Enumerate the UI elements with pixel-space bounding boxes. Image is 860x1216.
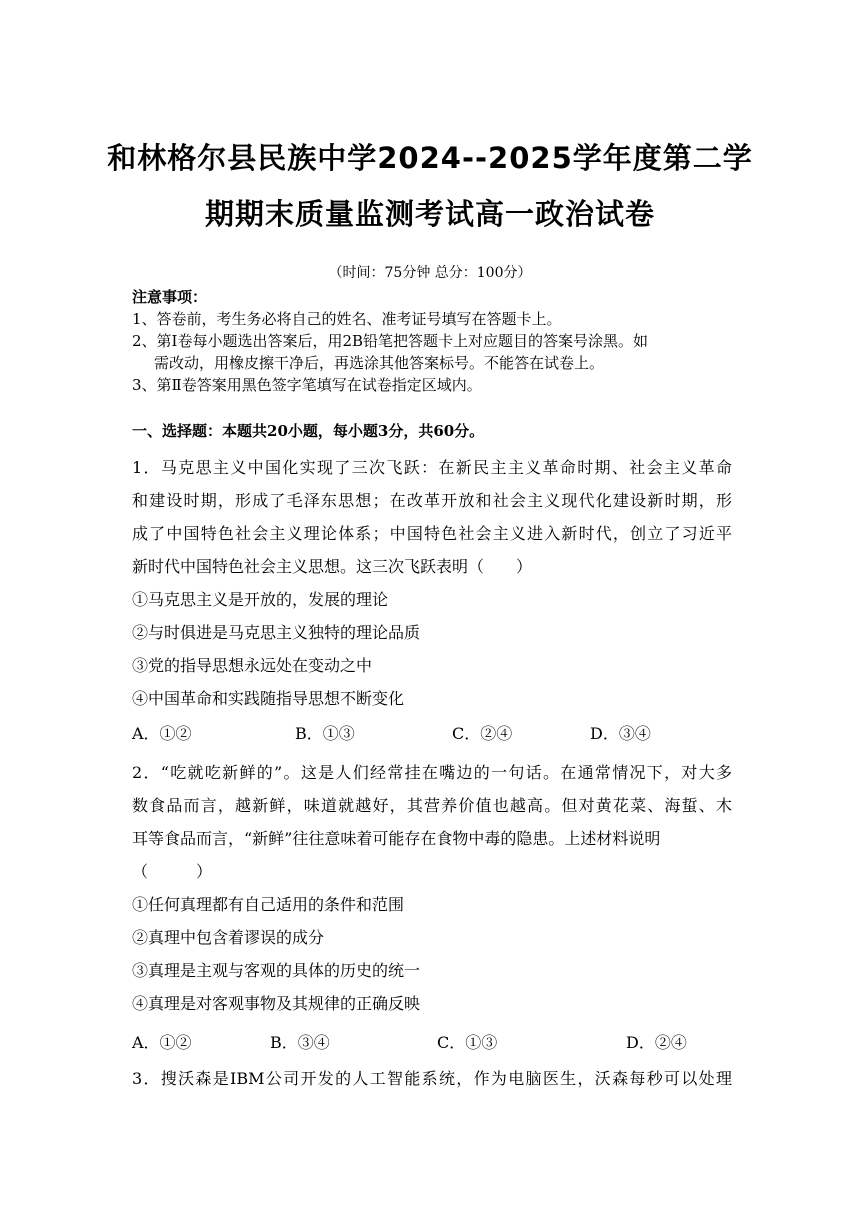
option-d: D．③④ <box>590 724 651 743</box>
question-3 <box>132 1062 732 1095</box>
section-heading: 一、选择题：本题共20小题，每小题3分，共60分。 <box>132 422 485 440</box>
notes-item: 1、答卷前，考生务必将自己的姓名、准考证号填写在答题卡上。 <box>132 310 562 328</box>
question-line: 3．搜沃森是IBM公司开发的人工智能系统，作为电脑医生，沃森每秒可以处理 <box>132 1069 732 1088</box>
option-b: B．①③ <box>295 724 355 743</box>
question-line: 耳等食品而言，“新鲜”往往意味着可能存在食物中毒的隐患。上述材料说明 <box>132 829 661 848</box>
question-line: （ ） <box>132 862 213 881</box>
exam-time-info: （时间：75分钟 总分：100分） <box>328 265 532 281</box>
question-line: 新时代中国特色社会主义思想。这三次飞跃表明（ ） <box>132 557 533 576</box>
notes-item: 2、第Ⅰ卷每小题选出答案后，用2B铅笔把答题卡上对应题目的答案号涂黑。如 <box>132 332 649 350</box>
statement: ④真理是对客观事物及其规律的正确反映 <box>132 994 421 1013</box>
question-line: 数食品而言，越新鲜，味道就越好，其营养价值也越高。但对黄花菜、海蜇、木 <box>132 796 732 815</box>
question-2 <box>132 756 732 1020</box>
statement: ③真理是主观与客观的具体的历史的统一 <box>132 961 421 980</box>
option-a: A．①② <box>132 724 192 743</box>
question-line: 成了中国特色社会主义理论体系；中国特色社会主义进入新时代，创立了习近平 <box>132 524 732 543</box>
option-c: C．①③ <box>437 1033 498 1052</box>
question-line: 1．马克思主义中国化实现了三次飞跃：在新民主主义革命时期、社会主义革命 <box>132 458 732 477</box>
option-a: A．①② <box>132 1033 192 1052</box>
option-c: C．②④ <box>452 724 513 743</box>
notes-heading: 注意事项： <box>132 288 208 306</box>
notes-item: 3、第Ⅱ卷答案用黑色签字笔填写在试卷指定区域内。 <box>132 376 482 394</box>
question-1 <box>132 451 732 715</box>
option-d: D．②④ <box>626 1033 687 1052</box>
exam-title-line1: 和林格尔县民族中学2024--2025学年度第二学 <box>107 141 753 175</box>
question-line: 和建设时期，形成了毛泽东思想；在改革开放和社会主义现代化建设新时期，形 <box>132 491 732 510</box>
question-line: 2．“吃就吃新鲜的”。这是人们经常挂在嘴边的一句话。在通常情况下，对大多 <box>132 763 732 782</box>
q2-options <box>132 1030 732 1052</box>
statement: ②真理中包含着谬误的成分 <box>132 928 325 947</box>
notes-item: 需改动，用橡皮擦干净后，再选涂其他答案标号。不能答在试卷上。 <box>154 354 605 372</box>
notes-block <box>132 286 732 396</box>
q1-options <box>132 721 732 743</box>
option-b: B．③④ <box>270 1033 330 1052</box>
statement: ②与时俱进是马克思主义独特的理论品质 <box>132 623 421 642</box>
statement: ①马克思主义是开放的，发展的理论 <box>132 590 389 609</box>
exam-title-line2: 期期末质量监测考试高一政治试卷 <box>204 197 655 231</box>
statement: ①任何真理都有自己适用的条件和范围 <box>132 895 405 914</box>
statement: ③党的指导思想永远处在变动之中 <box>132 656 373 675</box>
statement: ④中国革命和实践随指导思想不断变化 <box>132 689 405 708</box>
